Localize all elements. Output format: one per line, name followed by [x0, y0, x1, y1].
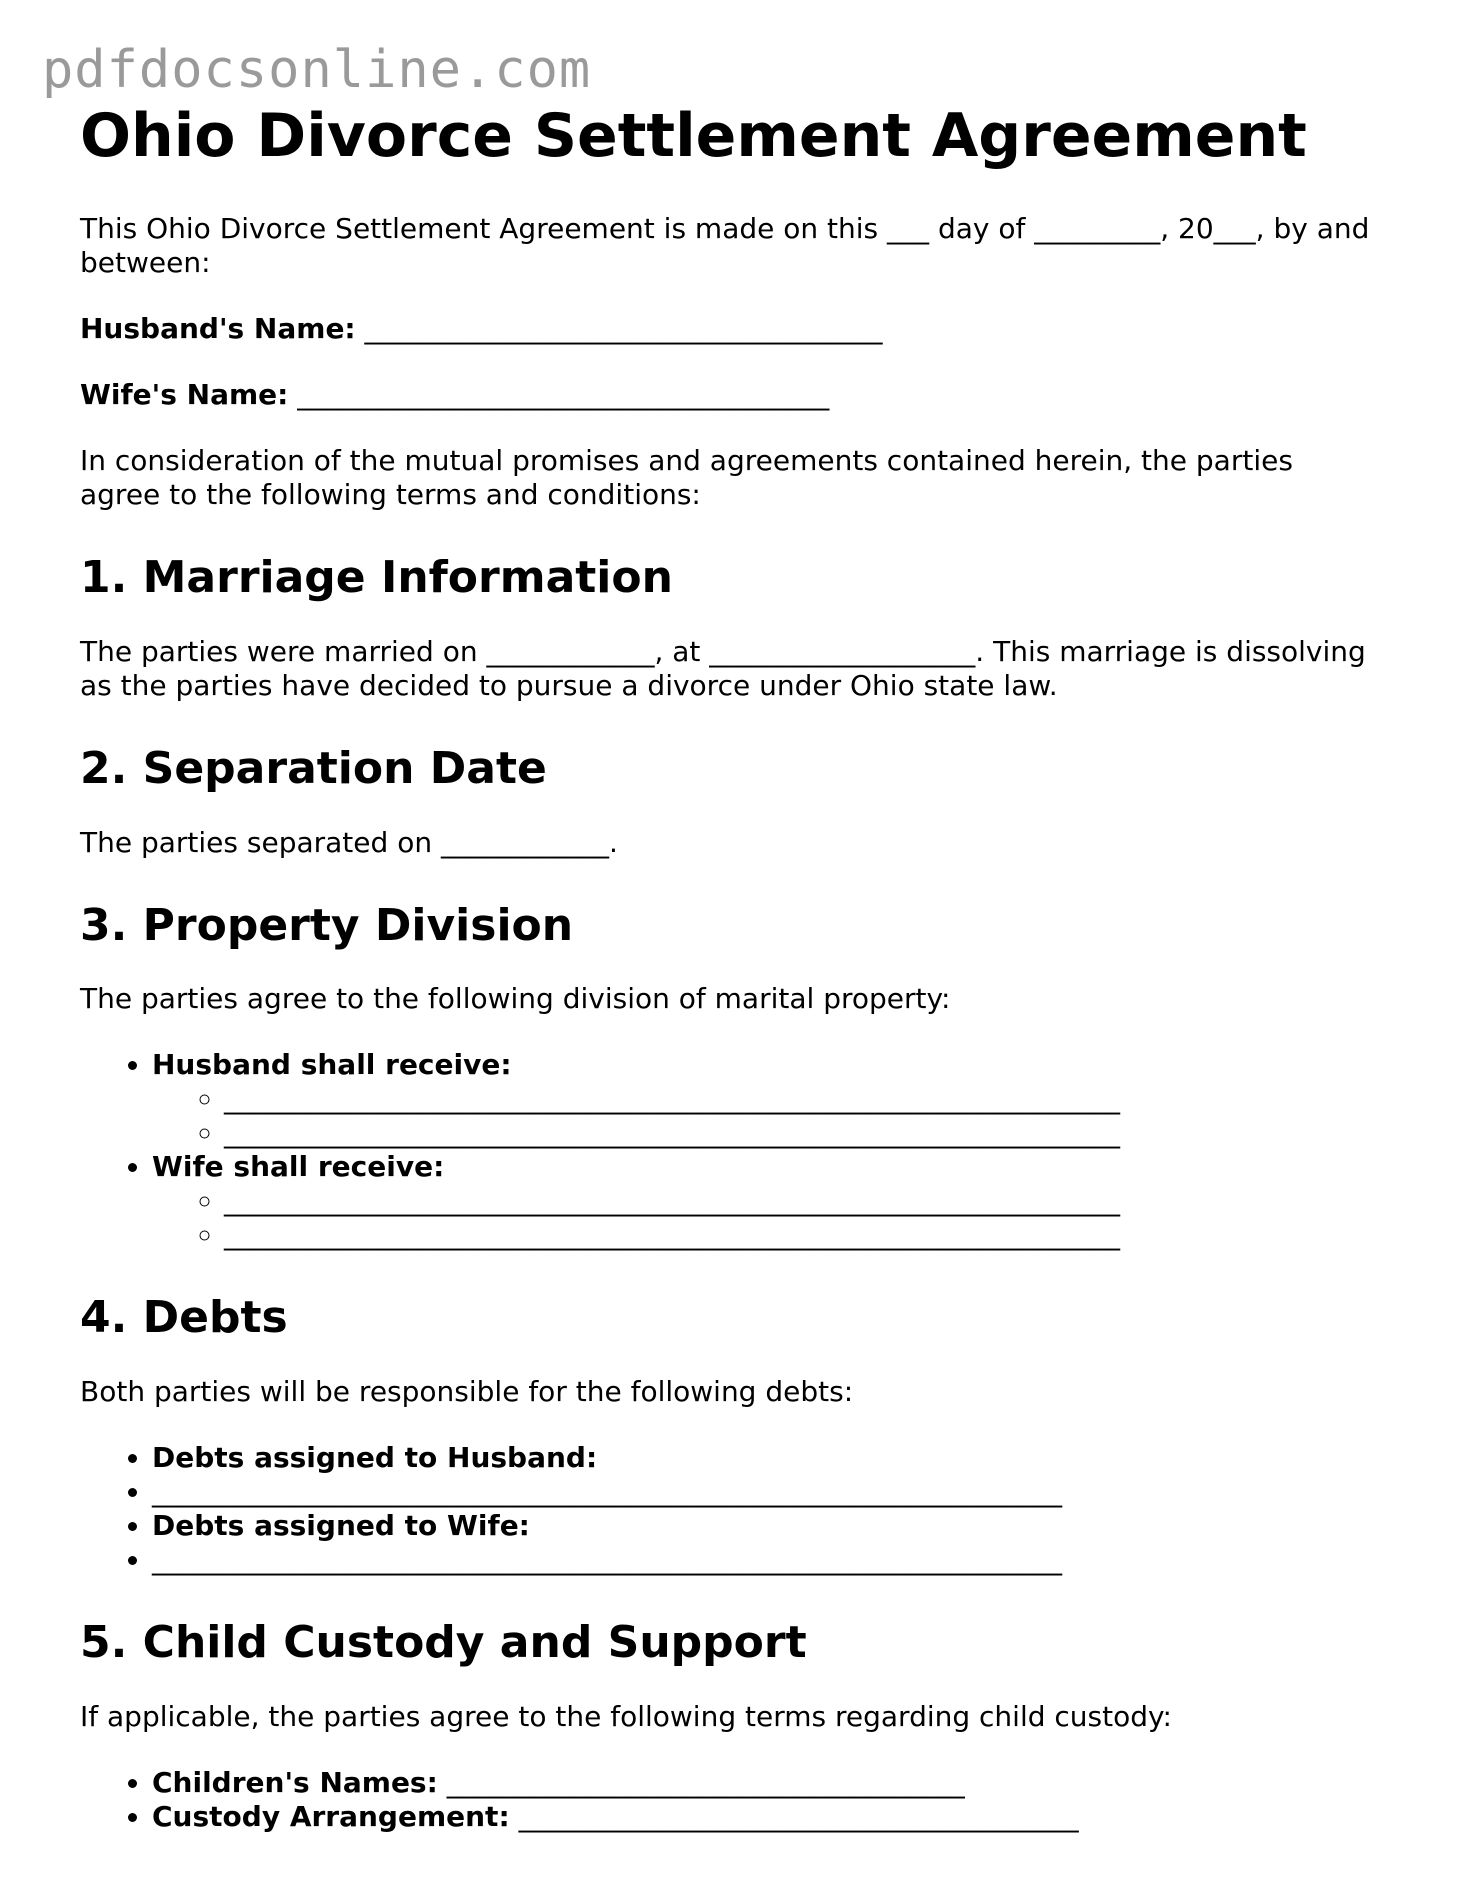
- list-item: • _________________________________________________________________: [152, 1543, 1380, 1577]
- wife-name-line: [80, 378, 1380, 412]
- debts-list: [80, 1441, 1380, 1577]
- husband-receive-sublist: [152, 1082, 1380, 1150]
- watermark: pdfdocsonline.com: [42, 40, 592, 100]
- list-item: • Debts assigned to Wife:: [152, 1509, 1380, 1543]
- document-page: [80, 100, 1380, 1864]
- document-title: Ohio Divorce Settlement Agreement: [80, 101, 1307, 171]
- custody-text: If applicable, the parties agree to the following terms regarding child custody:: [80, 1699, 1172, 1733]
- wife-name-blank: ______________________________________: [297, 378, 830, 411]
- section-heading-separation: 2. Separation Date: [80, 742, 547, 794]
- list-item: ◦ ________________________________________________________________: [224, 1184, 1380, 1218]
- wife-name-label: Wife's Name:: [80, 378, 289, 411]
- list-item: ◦ ________________________________________________________________: [224, 1082, 1380, 1116]
- debts-text: Both parties will be responsible for the following debts:: [80, 1375, 854, 1409]
- wife-receive-sublist: [152, 1184, 1380, 1252]
- custody-arrangement-blank: ________________________________________: [518, 1799, 1079, 1833]
- custody-arrangement-label: Custody Arrangement:: [152, 1799, 510, 1833]
- property-text: The parties agree to the following division of marital property:: [80, 982, 951, 1016]
- husband-name-blank: _____________________________________: [364, 312, 883, 345]
- husband-name-label: Husband's Name:: [80, 312, 356, 345]
- consideration-text: In consideration of the mutual promises and agreements contained herein, the parties agree to the following terms and conditions:: [80, 444, 1293, 511]
- list-item: • Debts assigned to Husband:: [152, 1441, 1380, 1475]
- property-list: [80, 1048, 1380, 1252]
- children-names-label: Children's Names:: [152, 1765, 438, 1799]
- list-item: [152, 1048, 1380, 1150]
- custody-list: [80, 1766, 1380, 1834]
- list-item: ◦ ________________________________________________________________: [224, 1218, 1380, 1252]
- list-item: [152, 1800, 1380, 1834]
- separation-text: The parties separated on ____________.: [80, 825, 618, 859]
- list-item: [152, 1766, 1380, 1800]
- husband-receive-label: Husband shall receive:: [152, 1048, 512, 1082]
- marriage-text: The parties were married on ____________, at ___________________. This marriage is dissolving as the parties have decided to pursue a divorce under Ohio state law.: [80, 634, 1366, 702]
- section-heading-property: 3. Property Division: [80, 899, 574, 951]
- children-names-blank: _____________________________________: [446, 1765, 965, 1799]
- intro-opening: This Ohio Divorce Settlement Agreement is made on this ___ day of _________, 20___, by and between:: [80, 212, 1370, 279]
- section-heading-custody: 5. Child Custody and Support: [80, 1617, 807, 1669]
- wife-receive-label: Wife shall receive:: [152, 1150, 445, 1184]
- list-item: • _________________________________________________________________: [152, 1475, 1380, 1509]
- section-heading-marriage: 1. Marriage Information: [80, 552, 673, 603]
- husband-name-line: [80, 312, 1380, 346]
- list-item: ◦ ________________________________________________________________: [224, 1116, 1380, 1150]
- list-item: [152, 1150, 1380, 1252]
- section-heading-debts: 4. Debts: [80, 1292, 288, 1344]
